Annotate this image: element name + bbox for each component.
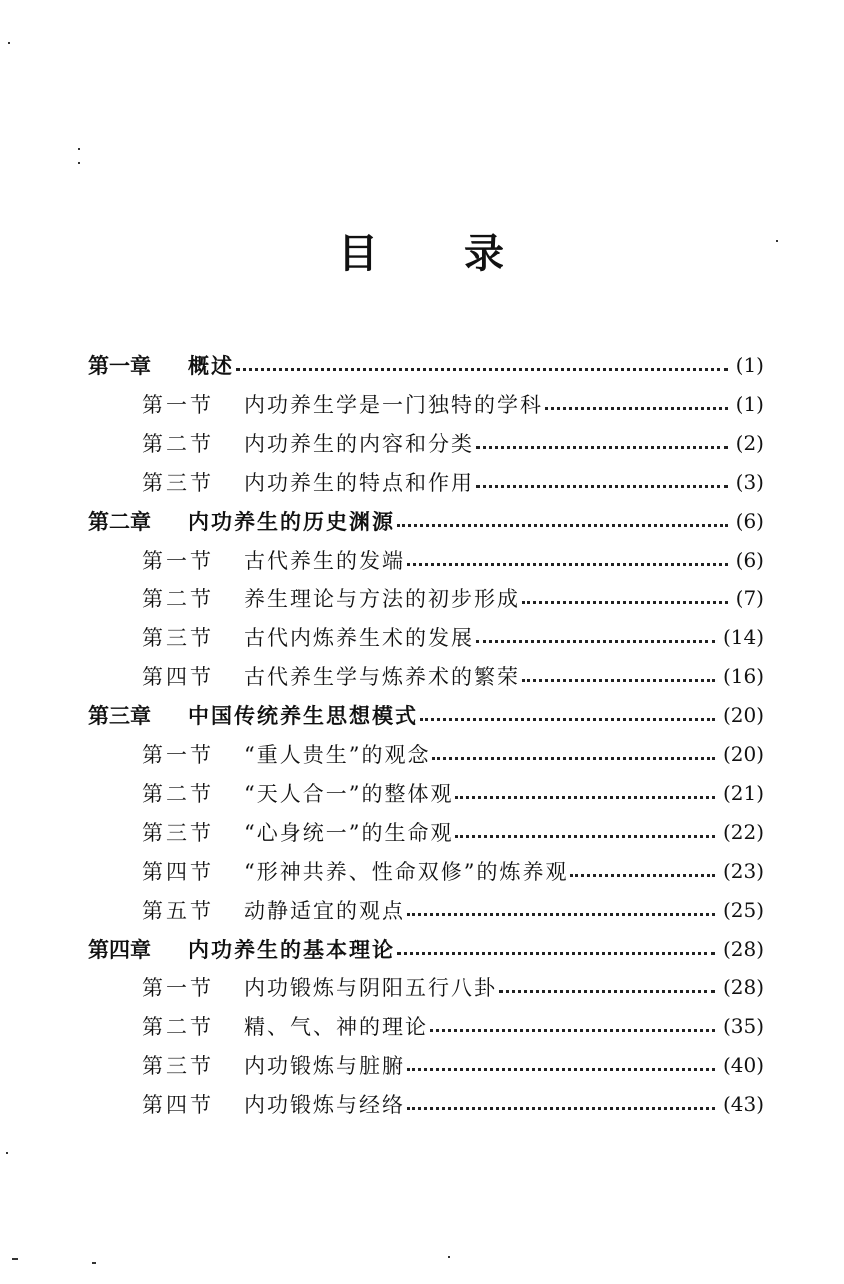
section-number: 第三节 <box>142 470 214 495</box>
scan-speck <box>448 1256 450 1258</box>
section-number: 第二节 <box>142 1015 214 1040</box>
toc-chapter-entry[interactable] <box>88 347 764 383</box>
section-title: 古代养生学与炼养术的繁荣 <box>244 665 520 690</box>
page-number: (21) <box>722 780 764 805</box>
dot-leader <box>420 717 715 721</box>
dot-leader <box>236 367 728 371</box>
page-number: (23) <box>722 858 764 883</box>
section-number: 第一节 <box>142 976 214 1001</box>
chapter-number: 第四章 <box>88 937 151 962</box>
page-number: (35) <box>722 1014 764 1039</box>
section-title: 内功养生的特点和作用 <box>244 470 474 495</box>
section-title: 古代养生的发端 <box>244 548 405 573</box>
dot-leader <box>430 1028 715 1032</box>
chapter-title: 概述 <box>188 354 234 378</box>
section-number: 第四节 <box>142 1093 214 1118</box>
section-title: “形神共养、性命双修”的炼养观 <box>244 859 569 884</box>
toc-section-entry[interactable] <box>142 775 764 811</box>
section-number: 第一节 <box>142 392 214 417</box>
page-number: (43) <box>722 1092 764 1117</box>
dot-leader <box>407 562 728 566</box>
page-number: (2) <box>735 430 764 455</box>
section-title: 古代内炼养生术的发展 <box>244 626 474 651</box>
section-title: “心身统一”的生命观 <box>244 820 454 845</box>
dot-leader <box>476 484 728 488</box>
toc-chapter-entry[interactable] <box>88 931 764 967</box>
section-title: “天人合一”的整体观 <box>244 781 454 806</box>
toc-section-entry[interactable] <box>142 425 764 461</box>
toc-section-entry[interactable] <box>142 1086 764 1122</box>
dot-leader <box>407 1106 715 1110</box>
scan-speck <box>776 240 778 242</box>
scan-speck <box>78 162 80 164</box>
scan-speck <box>6 1152 8 1154</box>
page-number: (6) <box>735 547 764 572</box>
scan-speck <box>12 1258 18 1260</box>
section-title: 内功锻炼与经络 <box>244 1093 405 1118</box>
section-title: 内功养生学是一门独特的学科 <box>244 392 543 417</box>
section-title: 动静适宜的观点 <box>244 898 405 923</box>
dot-leader <box>407 912 715 916</box>
page-number: (16) <box>722 664 764 689</box>
toc-section-entry[interactable] <box>142 580 764 616</box>
section-number: 第三节 <box>142 1054 214 1079</box>
toc-section-entry[interactable] <box>142 814 764 850</box>
scan-speck <box>92 1262 96 1264</box>
section-title: “重人贵生”的观念 <box>244 743 431 767</box>
dot-leader <box>397 523 728 527</box>
toc-section-entry[interactable] <box>142 542 764 578</box>
section-number: 第二节 <box>142 781 214 806</box>
section-number: 第一节 <box>142 548 214 573</box>
section-number: 第二节 <box>142 587 214 612</box>
dot-leader <box>397 951 715 955</box>
chapter-title: 内功养生的历史渊源 <box>188 509 395 534</box>
section-number: 第五节 <box>142 898 214 923</box>
dot-leader <box>476 445 728 449</box>
section-number: 第三节 <box>142 626 214 651</box>
page-title <box>0 222 844 279</box>
toc-section-entry[interactable] <box>142 619 764 655</box>
section-title: 内功锻炼与脏腑 <box>244 1054 405 1079</box>
title-char-2: 录 <box>464 231 506 277</box>
title-char-1: 目 <box>338 231 380 277</box>
dot-leader <box>432 756 714 760</box>
toc-section-entry[interactable] <box>142 658 764 694</box>
toc-section-entry[interactable] <box>142 1008 764 1044</box>
page-number: (3) <box>735 469 764 494</box>
page-number: (1) <box>735 353 764 377</box>
toc-section-entry[interactable] <box>142 892 764 928</box>
chapter-number: 第一章 <box>88 354 151 378</box>
dot-leader <box>455 834 714 838</box>
page-number: (25) <box>722 897 764 922</box>
dot-leader <box>570 873 714 877</box>
toc-section-entry[interactable] <box>142 386 764 422</box>
section-title: 养生理论与方法的初步形成 <box>244 587 520 612</box>
page-number: (40) <box>722 1053 764 1078</box>
page-number: (1) <box>735 391 764 416</box>
section-number: 第四节 <box>142 859 214 884</box>
section-number: 第三节 <box>142 820 214 845</box>
dot-leader <box>455 795 714 799</box>
page-number: (20) <box>722 703 764 728</box>
scan-speck <box>8 42 10 44</box>
page-number: (7) <box>735 586 764 611</box>
section-number: 第四节 <box>142 665 214 690</box>
toc-chapter-entry[interactable] <box>88 503 764 539</box>
page-number: (6) <box>735 508 764 533</box>
dot-leader <box>476 639 715 643</box>
section-title: 精、气、神的理论 <box>244 1015 428 1040</box>
page-number: (28) <box>722 936 764 961</box>
toc-section-entry[interactable] <box>142 464 764 500</box>
scan-speck <box>78 148 80 150</box>
toc-section-entry[interactable] <box>142 1047 764 1083</box>
toc-chapter-entry[interactable] <box>88 697 764 733</box>
section-number: 第一节 <box>142 743 214 767</box>
section-title: 内功养生的内容和分类 <box>244 431 474 456</box>
toc-section-entry[interactable] <box>142 853 764 889</box>
dot-leader <box>522 600 728 604</box>
dot-leader <box>499 989 715 993</box>
dot-leader <box>407 1067 715 1071</box>
toc-section-entry[interactable] <box>142 969 764 1005</box>
chapter-number: 第三章 <box>88 704 151 729</box>
section-number: 第二节 <box>142 431 214 456</box>
toc-section-entry[interactable] <box>142 736 764 772</box>
dot-leader <box>545 406 728 410</box>
chapter-title: 内功养生的基本理论 <box>188 937 395 962</box>
page-number: (22) <box>722 819 764 844</box>
chapter-title: 中国传统养生思想模式 <box>188 704 418 729</box>
section-title: 内功锻炼与阴阳五行八卦 <box>244 976 497 1001</box>
page-number: (28) <box>722 975 764 1000</box>
page-number: (20) <box>722 742 764 766</box>
chapter-number: 第二章 <box>88 509 151 534</box>
page-number: (14) <box>722 625 764 650</box>
dot-leader <box>522 678 715 682</box>
